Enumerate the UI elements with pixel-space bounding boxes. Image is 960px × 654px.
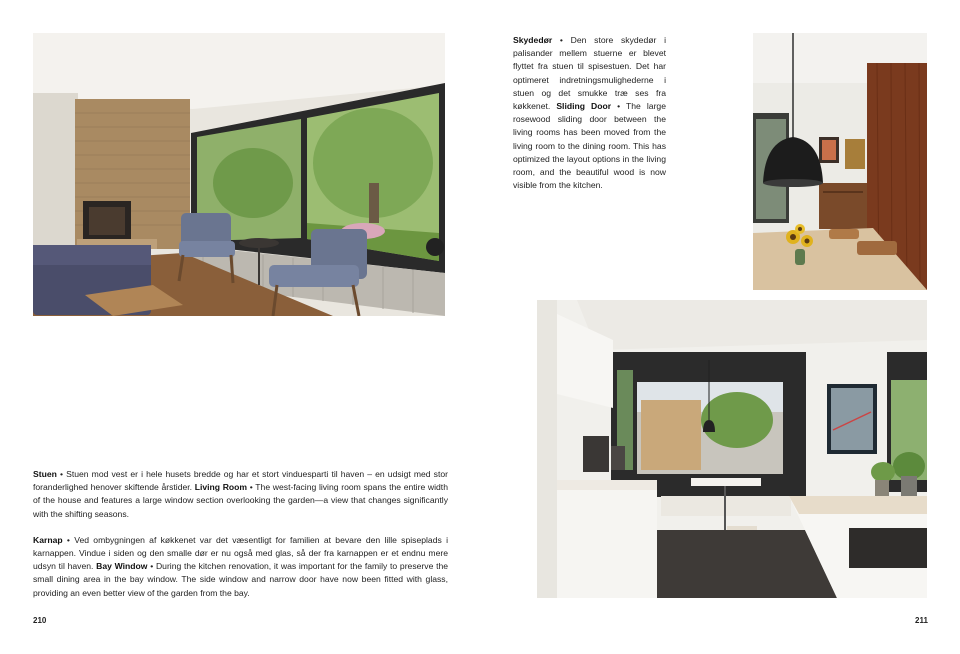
sliding-door-body-da: Den store skydedør i palisander mellem stuerne er blevet flyttet fra stuen til spisestuen. Det har optimeret indretningsmulighederne i stuen og det smukke træ ses fra køkkenet. xyxy=(513,35,666,112)
separator: • xyxy=(552,35,571,45)
separator: • xyxy=(62,534,75,545)
bay-window-body-da: Ved ombygningen af køkkenet var det væsentligt for familien at bevare den lille spiseplads i karnappen. Vindue i siden og den smalle dør er nu også med glas, så der fra karnappen er et endnu mere udsyn til haven. xyxy=(33,534,448,572)
separator: • xyxy=(147,561,156,572)
sliding-door-heading-da: Skydedør xyxy=(513,35,553,45)
bay-window-body-en: During the kitchen renovation, it was important for the family to preserve the small dining area in the bay window. The side window and narrow door have now been fitted with glass, providing an even better view of the garden from the bay. xyxy=(33,561,449,598)
bay-window-heading-en: Bay Window xyxy=(96,561,148,572)
kitchen-bay-photo xyxy=(537,300,927,598)
separator: • xyxy=(247,482,256,493)
living-room-heading-da: Stuen xyxy=(33,469,57,479)
sliding-door-heading-en: Sliding Door xyxy=(556,101,612,112)
separator: • xyxy=(611,101,627,112)
dining-pendant-photo xyxy=(753,33,927,290)
sliding-door-caption xyxy=(513,34,666,192)
page-number-left: 210 xyxy=(33,616,47,625)
living-room-body-da: Stuen mod vest er i hele husets bredde og har et stort vinduesparti til haven – en udsigt med stor foranderlighed henover skiftende årstider. xyxy=(33,469,448,493)
living-room-heading-en: Living Room xyxy=(194,482,248,493)
page-number-right: 211 xyxy=(915,616,928,625)
bay-window-paragraph xyxy=(33,534,448,600)
living-room-photo xyxy=(33,33,445,316)
bay-window-heading-da: Karnap xyxy=(33,534,63,545)
living-room-caption xyxy=(33,468,448,600)
sliding-door-body-en: The large rosewood sliding door between the living rooms has been moved from the living room to the dining room. This has optimized the layout options in the living room, and the beautiful wood is now visible from the kitchen. xyxy=(513,101,666,191)
living-room-body-en: The west-facing living room spans the entire width of the house and features a large window section overlooking the garden—a view that changes significantly with the shifting seasons. xyxy=(33,482,448,519)
separator: • xyxy=(56,469,67,479)
sliding-door-paragraph xyxy=(513,34,666,192)
living-room-paragraph xyxy=(33,468,448,521)
